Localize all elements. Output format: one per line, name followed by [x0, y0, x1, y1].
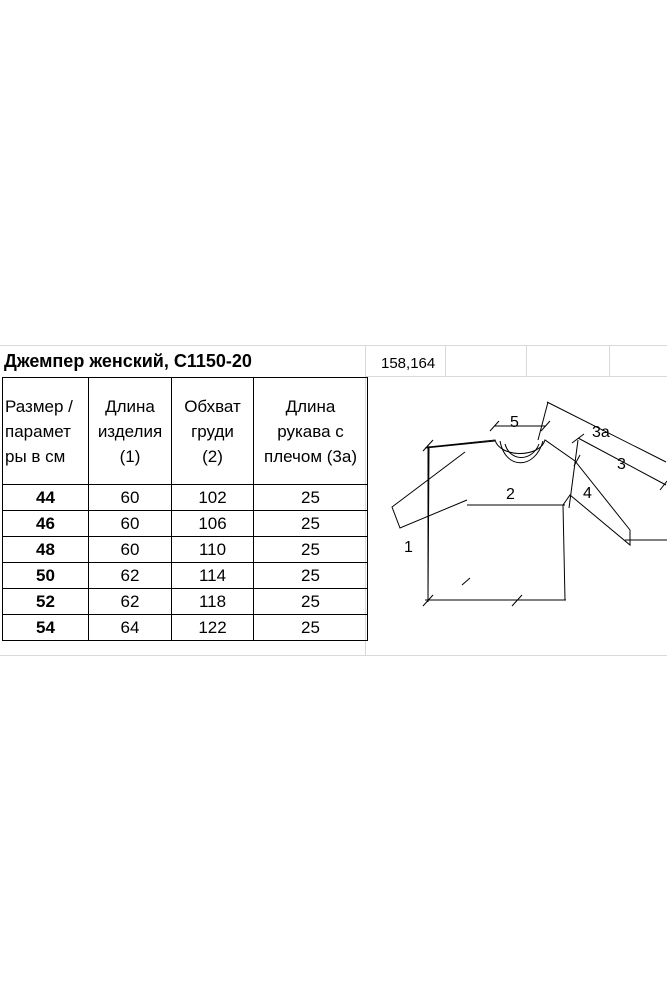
- length-cell: 64: [89, 615, 172, 641]
- jumper-outline: [428, 440, 630, 600]
- header-text: плечом (3а): [264, 446, 357, 466]
- table-header-row: [3, 378, 368, 485]
- sleeve-cell: 25: [254, 485, 368, 511]
- header-text: Длина: [285, 396, 336, 416]
- header-size: [3, 378, 89, 485]
- header-text: рукава с: [277, 421, 344, 441]
- size-cell: 50: [3, 563, 89, 589]
- label-neck: 5: [510, 414, 519, 431]
- length-cell: 62: [89, 563, 172, 589]
- label-cuff: 4: [583, 485, 592, 502]
- grid-line: [526, 345, 527, 376]
- chest-cell: 106: [172, 511, 254, 537]
- header-text: (1): [119, 446, 141, 466]
- grid-line: [609, 345, 610, 376]
- sleeve-cell: 25: [254, 511, 368, 537]
- table-row: [3, 485, 368, 511]
- grid-line: [445, 345, 446, 376]
- size-cell: 52: [3, 589, 89, 615]
- chest-cell: 102: [172, 485, 254, 511]
- header-text: ры в см: [5, 446, 66, 466]
- length-cell: 62: [89, 589, 172, 615]
- header-sleeve: [254, 378, 368, 485]
- table-row: [3, 589, 368, 615]
- grid-line: [0, 655, 667, 656]
- header-length: [89, 378, 172, 485]
- size-cell: 44: [3, 485, 89, 511]
- header-text: Обхват: [184, 396, 241, 416]
- label-length: 1: [404, 539, 413, 556]
- chest-cell: 110: [172, 537, 254, 563]
- size-cell: 48: [3, 537, 89, 563]
- table-row: [3, 615, 368, 641]
- chest-cell: 114: [172, 563, 254, 589]
- header-text: Размер /: [5, 396, 73, 416]
- sleeve-guide: [538, 402, 548, 440]
- size-cell: 54: [3, 615, 89, 641]
- shoulder-line: [425, 441, 495, 448]
- label-sleeve: 3: [617, 456, 626, 473]
- table-row: [3, 537, 368, 563]
- length-cell: 60: [89, 511, 172, 537]
- chest-cell: 118: [172, 589, 254, 615]
- chest-cell: 122: [172, 615, 254, 641]
- grid-line: [0, 345, 667, 346]
- sleeve-cell: 25: [254, 589, 368, 615]
- header-chest: [172, 378, 254, 485]
- sleeve-cell: 25: [254, 537, 368, 563]
- tick-mark: [462, 578, 470, 585]
- size-table: [2, 377, 368, 641]
- label-sleeve-shoulder: 3а: [592, 424, 610, 441]
- table-row: [3, 511, 368, 537]
- grid-line: [365, 376, 667, 377]
- neckline: [500, 441, 543, 463]
- header-text: изделия: [97, 421, 163, 441]
- garment-diagram: [380, 395, 667, 615]
- sleeve-cell: 25: [254, 563, 368, 589]
- product-title: Джемпер женский, С1150-20: [4, 351, 252, 371]
- length-cell: 60: [89, 485, 172, 511]
- left-sleeve: [392, 452, 467, 528]
- header-text: Длина: [105, 396, 155, 416]
- header-text: (2): [202, 446, 223, 466]
- table-row: [3, 563, 368, 589]
- header-text: груди: [191, 421, 234, 441]
- height-code: 158,164: [381, 355, 436, 372]
- label-chest: 2: [506, 486, 515, 503]
- length-cell: 60: [89, 537, 172, 563]
- header-text: парамет: [5, 421, 71, 441]
- sleeve-cell: 25: [254, 615, 368, 641]
- size-cell: 46: [3, 511, 89, 537]
